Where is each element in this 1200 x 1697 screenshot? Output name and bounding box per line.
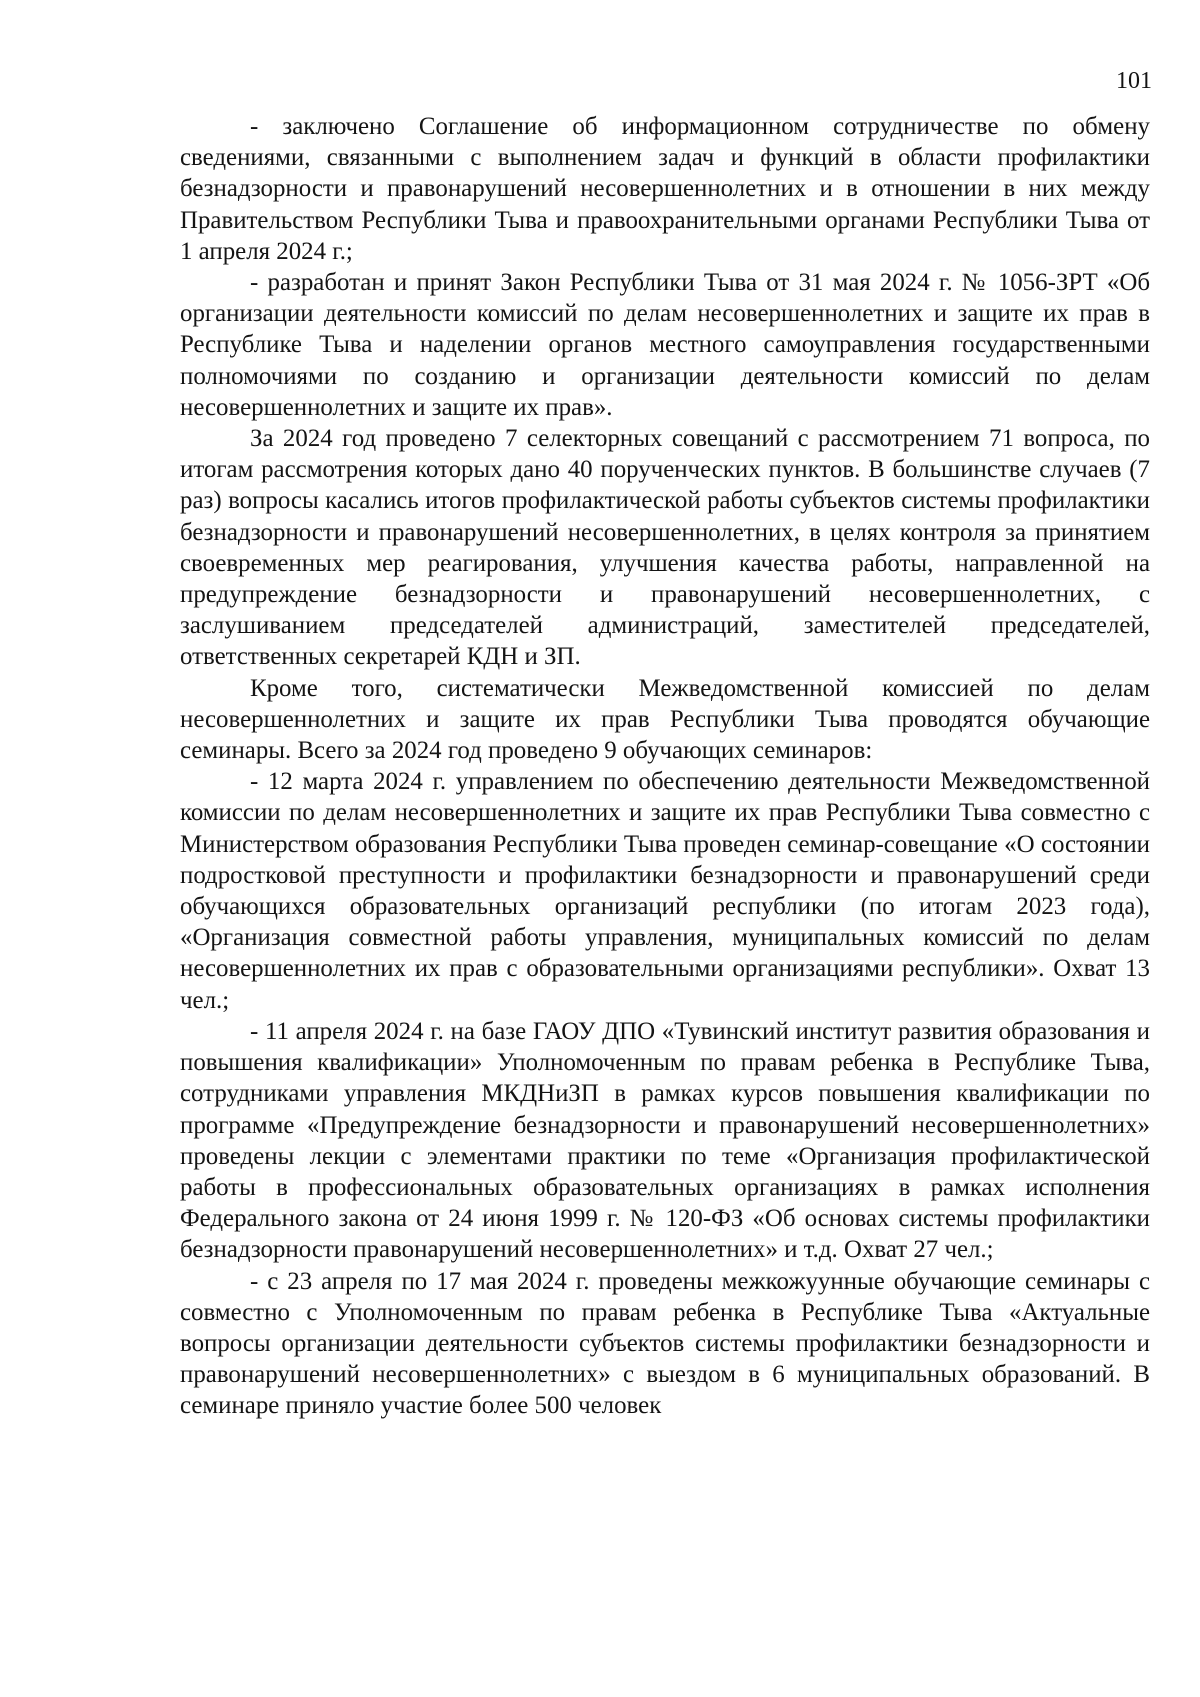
page-number: 101 xyxy=(1116,68,1152,94)
paragraph-seminar-april-may: - с 23 апреля по 17 мая 2024 г. проведены межкожуунные обучающие семинары с совместно с Уполномоченным по правам ребенка в Республике Тыва «Актуальные вопросы организации деятельности субъектов системы профилактики безнадзорности и правонарушений несовершеннолетних» с выездом в 6 муниципальных образований. В семинаре приняло участие более 500 человек xyxy=(180,1267,1150,1420)
body-text xyxy=(180,111,1150,1422)
paragraph-seminar-april: - 11 апреля 2024 г. на базе ГАОУ ДПО «Тувинский институт развития образования и повышения квалификации» Уполномоченным по правам ребенка в Республике Тыва, сотрудниками управления МКДНиЗП в рамках курсов повышения квалификации по программе «Предупреждение безнадзорности и правонарушений несовершеннолетних» проведены лекции с элементами практики по теме «Организация профилактической работы в профессиональных образовательных организациях в рамках исполнения Федерального закона от 24 июня 1999 г. № 120-ФЗ «Об основах системы профилактики безнадзорности правонарушений несовершеннолетних» и т.д. Охват 27 чел.; xyxy=(180,1017,1150,1264)
paragraph-selector-meetings: За 2024 год проведено 7 селекторных совещаний с рассмотрением 71 вопроса, по итогам рассмотрения которых дано 40 порученческих пунктов. В большинстве случаев (7 раз) вопросы касались итогов профилактической работы субъектов системы профилактики безнадзорности и правонарушений несовершеннолетних, в целях контроля за принятием своевременных мер реагирования, улучшения качества работы, направленной на предупреждение безнадзорности и правонарушений несовершеннолетних, с заслушиванием председателей администраций, заместителей председателей, ответственных секретарей КДН и ЗП. xyxy=(180,425,1150,671)
paragraph-seminars-intro: Кроме того, систематически Межведомственной комиссией по делам несовершеннолетних и защите их прав Республики Тыва проводятся обучающие семинары. Всего за 2024 год проведено 9 обучающих семинаров: xyxy=(180,674,1150,765)
paragraph-agreement: - заключено Соглашение об информационном сотрудничестве по обмену сведениями, связанными с выполнением задач и функций в области профилактики безнадзорности и правонарушений несовершеннолетних и в отношении в них между Правительством Республики Тыва и правоохранительными органами Республики Тыва от 1 апреля 2024 г.; xyxy=(180,113,1150,265)
paragraph-seminar-march: - 12 марта 2024 г. управлением по обеспечению деятельности Межведомственной комиссии по делам несовершеннолетних и защите их прав Республики Тыва совместно с Министерством образования Республики Тыва проведен семинар-совещание «О состоянии подростковой преступности и профилактики безнадзорности и правонарушений среди обучающихся образовательных организаций республики (по итогам 2023 года), «Организация совместной работы управления, муниципальных комиссий по делам несовершеннолетних их прав с образовательными организациями республики». Охват 13 чел.; xyxy=(180,768,1150,1014)
paragraph-law: - разработан и принят Закон Республики Тыва от 31 мая 2024 г. № 1056-ЗРТ «Об организации деятельности комиссий по делам несовершеннолетних и защите их прав в Республике Тыва и наделении органов местного самоуправления государственными полномочиями по созданию и организации деятельности комиссий по делам несовершеннолетних и защите их прав». xyxy=(180,269,1150,421)
